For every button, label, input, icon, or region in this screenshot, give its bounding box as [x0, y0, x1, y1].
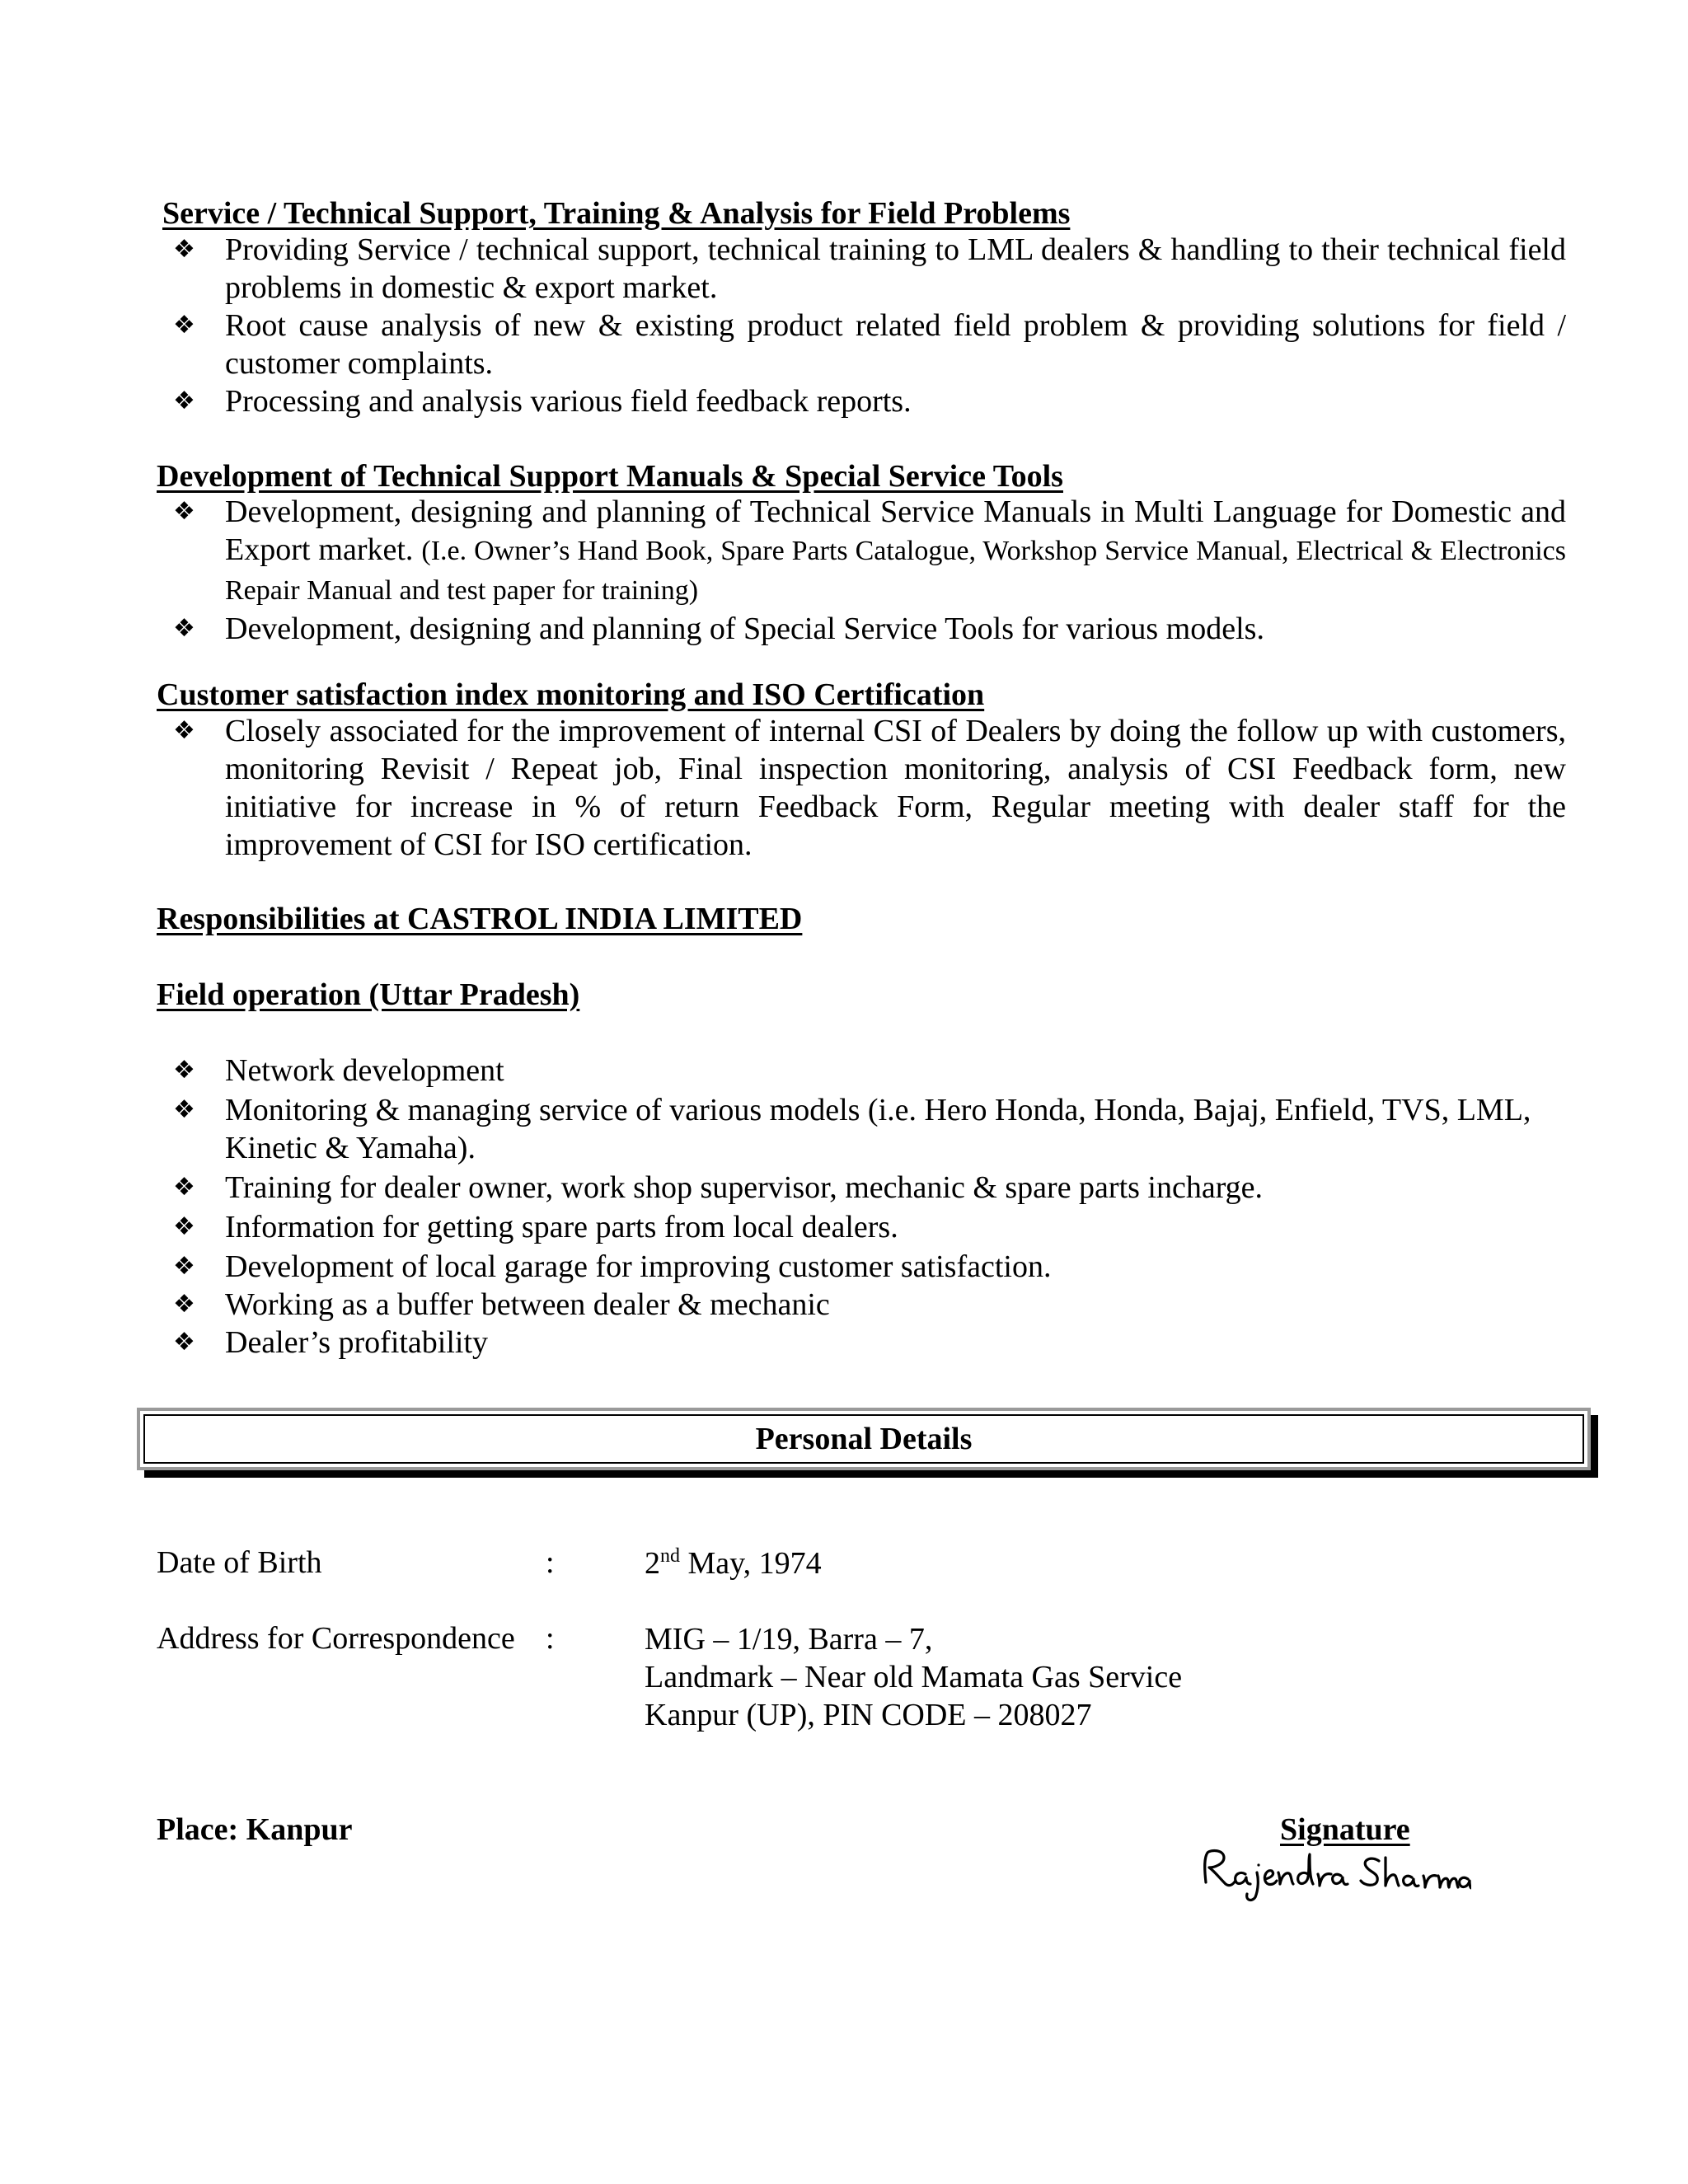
diamond-bullet-icon: ❖ — [173, 235, 195, 264]
personal-details-inner-border — [143, 1414, 1584, 1464]
dob-label: Date of Birth — [157, 1545, 322, 1580]
signature-label: Signature — [1280, 1812, 1410, 1847]
personal-details-title: Personal Details — [755, 1422, 973, 1456]
address-colon: : — [546, 1621, 555, 1656]
address-label: Address for Correspondence — [157, 1621, 515, 1656]
diamond-bullet-icon: ❖ — [173, 1328, 195, 1357]
dob-colon: : — [546, 1545, 555, 1580]
address-line: Landmark – Near old Mamata Gas Service — [645, 1660, 1183, 1694]
manuals-tools-list — [173, 493, 1566, 648]
list-item: ❖ Network development — [173, 1053, 504, 1088]
service-support-list — [173, 231, 1566, 420]
diamond-bullet-icon: ❖ — [173, 1095, 195, 1124]
section-heading-manuals-tools: Development of Technical Support Manuals & Special Service Tools — [157, 459, 1063, 494]
list-item: ❖ Processing and analysis various field feedback reports. — [173, 384, 912, 419]
diamond-bullet-icon: ❖ — [173, 387, 195, 415]
diamond-bullet-icon: ❖ — [173, 1212, 195, 1241]
diamond-bullet-icon: ❖ — [173, 614, 195, 643]
diamond-bullet-icon: ❖ — [173, 716, 195, 745]
castrol-responsibilities-list — [173, 1052, 1566, 1361]
section-heading-castrol: Responsibilities at CASTROL INDIA LIMITED — [157, 902, 803, 936]
dob-value: 2nd May, 1974 — [645, 1545, 822, 1581]
diamond-bullet-icon: ❖ — [173, 1173, 195, 1202]
diamond-bullet-icon: ❖ — [173, 1056, 195, 1085]
section-subheading-field-operation: Field operation (Uttar Pradesh) — [157, 977, 580, 1012]
diamond-bullet-icon: ❖ — [173, 1290, 195, 1319]
list-item: ❖ Development, designing and planning of Special Service Tools for various models. — [173, 612, 1264, 646]
diamond-bullet-icon: ❖ — [173, 1252, 195, 1281]
list-item: ❖ Monitoring & managing service of various models (i.e. Hero Honda, Honda, Bajaj, Enfield, TVS, LML, Kinetic & Yamaha). — [173, 1093, 1531, 1165]
address-value — [645, 1620, 1182, 1734]
handwritten-signature — [1199, 1843, 1471, 1909]
personal-details-box — [137, 1408, 1591, 1470]
list-item: ❖ Training for dealer owner, work shop supervisor, mechanic & spare parts incharge. — [173, 1170, 1264, 1205]
list-item: ❖ Development, designing and planning of Technical Service Manuals in Multi Language for Domestic and Export market. (I.e. Owner’s Hand Book, Spare Parts Catalogue, Workshop Service Manual, Electrical & Electronics Repair Manual and test paper for training) — [173, 494, 1566, 606]
section-heading-csi-iso: Customer satisfaction index monitoring and ISO Certification — [157, 677, 985, 712]
list-item: ❖ Information for getting spare parts from local dealers. — [173, 1210, 898, 1244]
list-item: ❖ Providing Service / technical support, technical training to LML dealers & handling to their technical field problems in domestic & export market. — [173, 232, 1566, 305]
address-line: Kanpur (UP), PIN CODE – 208027 — [645, 1698, 1092, 1732]
diamond-bullet-icon: ❖ — [173, 497, 195, 526]
list-item: ❖ Development of local garage for improving customer satisfaction. — [173, 1249, 1052, 1284]
address-line: MIG – 1/19, Barra – 7, — [645, 1622, 933, 1657]
list-item: ❖ Dealer’s profitability — [173, 1325, 489, 1360]
list-item: ❖ Working as a buffer between dealer & mechanic — [173, 1287, 830, 1322]
list-item: ❖ Closely associated for the improvement of internal CSI of Dealers by doing the follow up with customers, monitoring Revisit / Repeat job, Final inspection monitoring, analysis of CSI Feedback form, new initiative for increase in % of return Feedback Form, Regular meeting with dealer staff for the improvement of CSI for ISO certification. — [173, 714, 1566, 862]
section-heading-service-support: Service / Technical Support, Training & Analysis for Field Problems — [162, 196, 1071, 231]
place-label: Place: Kanpur — [157, 1812, 353, 1847]
diamond-bullet-icon: ❖ — [173, 311, 195, 340]
csi-iso-list — [173, 712, 1566, 864]
list-item: ❖ Root cause analysis of new & existing product related field problem & providing solutions for field / customer complaints. — [173, 308, 1566, 381]
